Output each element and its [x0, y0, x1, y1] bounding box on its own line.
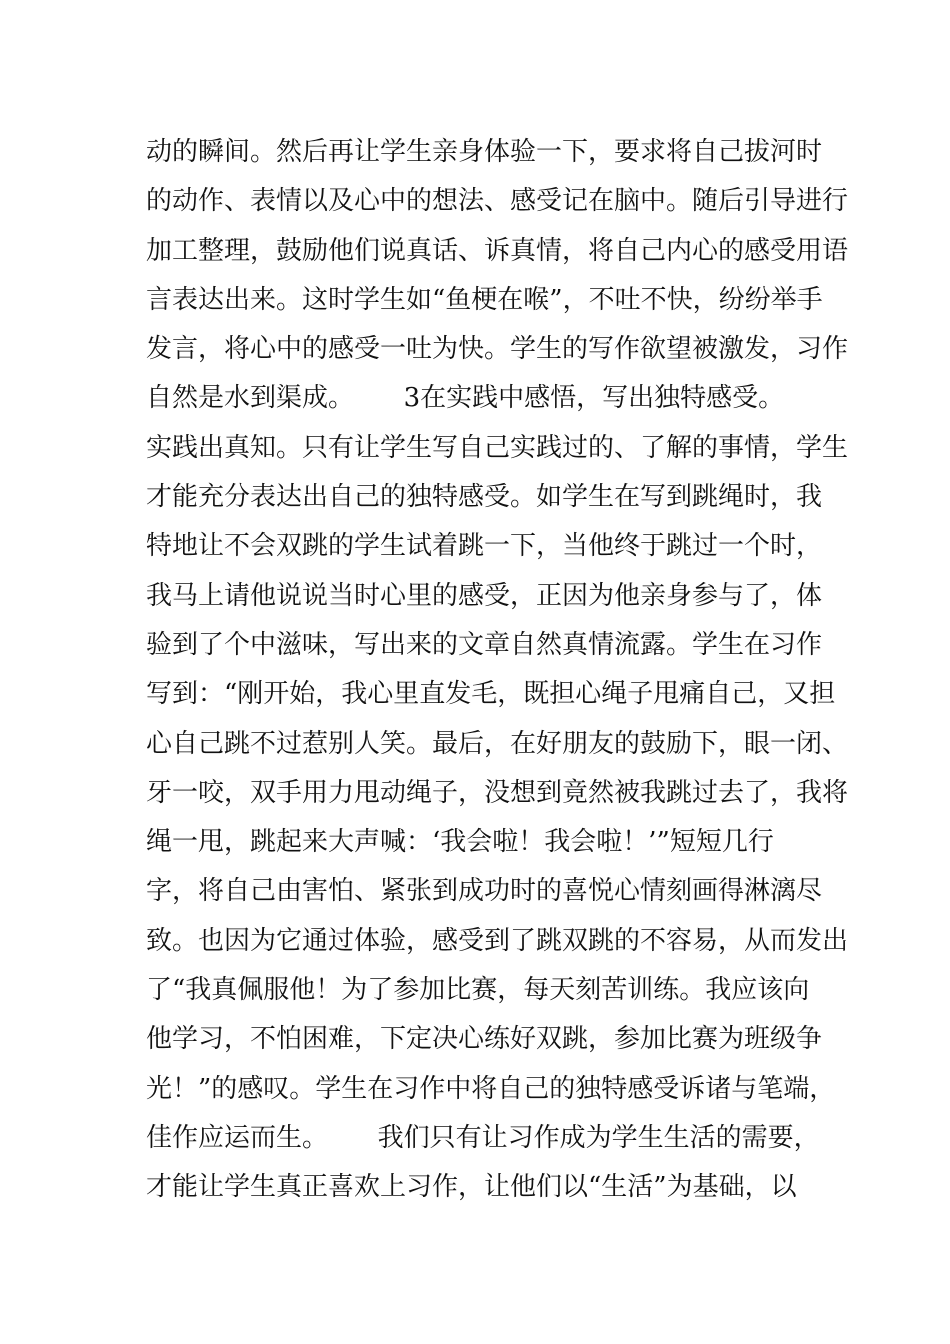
text-line: 才能让学生真正喜欢上习作，让他们以“生活”为基础，以: [146, 1172, 797, 1203]
text-line: 他学习，不怕困难，下定决心练好双跳，参加比赛为班级争: [146, 1024, 823, 1055]
document-body: [146, 128, 849, 1213]
text-line: 字，将自己由害怕、紧张到成功时的喜悦心情刻画得淋漓尽: [146, 876, 823, 907]
text-line: 才能充分表达出自己的独特感受。如学生在写到跳绳时，我: [146, 482, 823, 513]
text-line: 佳作应运而生。 我们只有让习作成为学生生活的需要，: [146, 1122, 820, 1153]
text-line: 光！”的感叹。学生在习作中将自己的独特感受诉诸与笔端，: [146, 1073, 836, 1104]
text-line: 写到：“刚开始，我心里直发毛，既担心绳子甩痛自己，又担: [146, 679, 836, 710]
text-line: 验到了个中滋味，写出来的文章自然真情流露。学生在习作: [146, 629, 823, 660]
text-line: 言表达出来。这时学生如“鱼梗在喉”，不吐不快，纷纷举手: [146, 284, 823, 315]
text-line: 牙一咬，双手用力甩动绳子，没想到竟然被我跳过去了，我将: [146, 777, 849, 808]
text-line: 动的瞬间。然后再让学生亲身体验一下，要求将自己拔河时: [146, 137, 823, 167]
text-line: 特地让不会双跳的学生试着跳一下，当他终于跳过一个时，: [146, 531, 823, 562]
text-line: 了“我真佩服他！为了参加比赛，每天刻苦训练。我应该向: [146, 975, 810, 1006]
text-line: 发言，将心中的感受一吐为快。学生的写作欲望被激发，习作: [146, 334, 849, 365]
text-line: 自然是水到渠成。 3在实践中感悟，写出独特感受。: [146, 383, 785, 414]
text-line: 我马上请他说说当时心里的感受，正因为他亲身参与了，体: [146, 580, 823, 611]
text-line: 心自己跳不过惹别人笑。最后，在好朋友的鼓励下，眼一闭、: [146, 728, 849, 759]
text-line: 绳一甩，跳起来大声喊：‘我会啦！我会啦！’”短短几行: [146, 827, 774, 858]
text-line: 加工整理，鼓励他们说真话、诉真情，将自己内心的感受用语: [146, 235, 849, 266]
text-line: 致。也因为它通过体验，感受到了跳双跳的不容易，从而发出: [146, 925, 849, 956]
text-line: 的动作、表情以及心中的想法、感受记在脑中。随后引导进行: [146, 186, 849, 217]
text-line: 实践出真知。只有让学生写自己实践过的、了解的事情，学生: [146, 432, 849, 463]
